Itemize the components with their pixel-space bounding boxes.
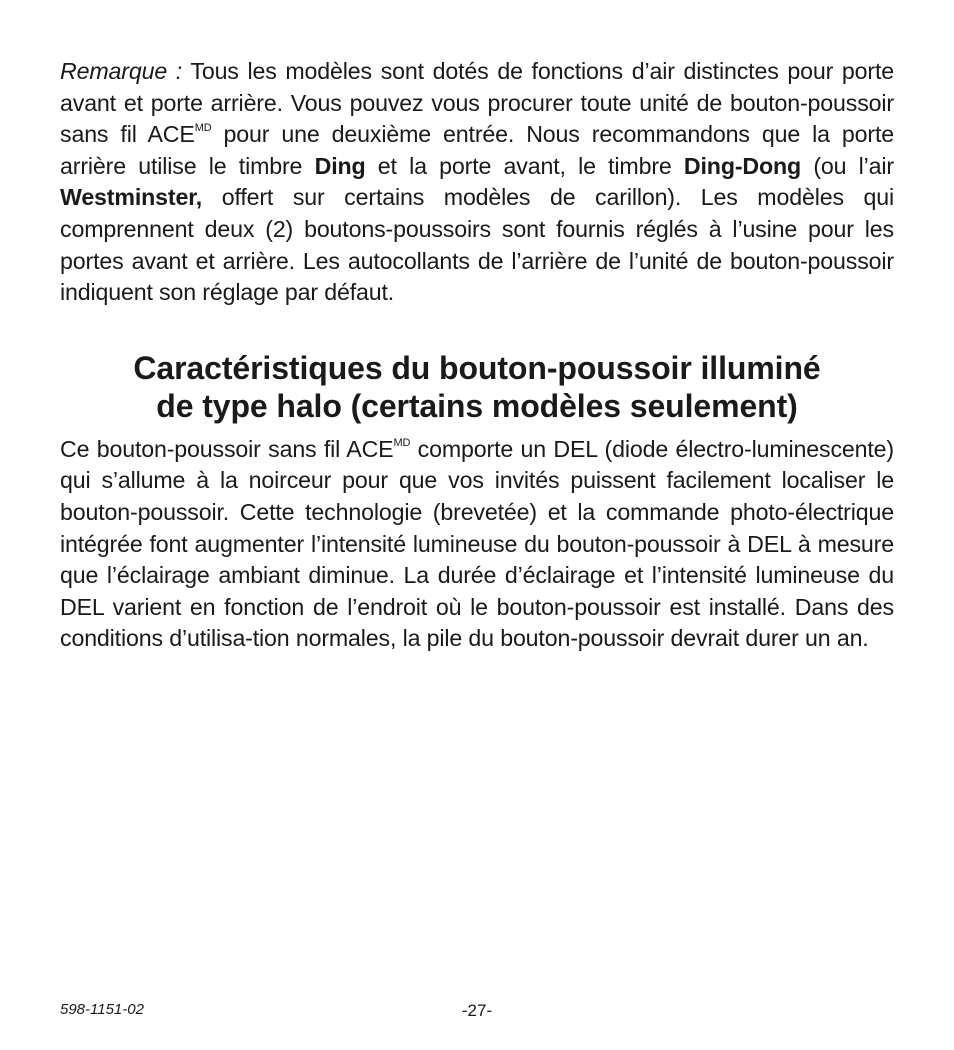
heading-line-1: Caractéristiques du bouton-poussoir illuminé <box>133 349 821 386</box>
page-number: -27- <box>461 1001 493 1020</box>
section-paragraph <box>60 434 894 655</box>
section-text-2: comporte un DEL (diode électro-luminescente) qui s’allume à la noirceur pour que vos invités puissent facilement localiser le bouton-poussoir. Cette technologie (brevetée) et la commande photo-électrique intégrée font augmenter l’intensité lumineuse du bouton-poussoir à DEL à mesure que l’éclairage ambiant diminue. La durée d’éclairage et l’intensité lumineuse du DEL varient en fonction de l’endroit où le bouton-poussoir est installé. Dans des conditions d’utilisa-tion normales, la pile du bouton-poussoir devrait durer un an. <box>60 435 894 652</box>
note-text-2: pour une deuxième entrée. Nous recommandons que la porte arrière utilise le timbre <box>60 121 894 179</box>
heading-line-2: de type halo (certains modèles seulement) <box>156 387 798 424</box>
note-text-4: (ou l’air <box>801 152 894 179</box>
section-heading <box>60 349 894 425</box>
document-code: 598-1151-02 <box>60 1001 144 1018</box>
trademark-sup: MD <box>194 122 212 135</box>
note-text-3: et la porte avant, le timbre <box>365 152 684 179</box>
ding-term: Ding <box>314 152 366 179</box>
note-paragraph <box>60 56 894 309</box>
ding-dong-term: Ding-Dong <box>683 152 802 179</box>
note-text-1: Tous les modèles sont dotés de fonctions d’air distinctes pour porte avant et porte arrière. Vous pouvez vous procurer toute unité de bouton-poussoir sans fil ACE <box>60 58 894 148</box>
section-text-1: Ce bouton-poussoir sans fil ACE <box>60 435 394 462</box>
westminster-term: Westminster, <box>60 184 203 211</box>
note-text-5: offert sur certains modèles de carillon). Les modèles qui comprennent deux (2) boutons-poussoirs sont fournis réglés à l’usine pour les portes avant et arrière. Les autocollants de l’arrière de l’unité de bouton-poussoir indiquent son réglage par défaut. <box>60 184 894 306</box>
trademark-sup-2: MD <box>393 437 411 450</box>
note-label: Remarque : <box>60 58 183 84</box>
page-content <box>60 56 894 655</box>
